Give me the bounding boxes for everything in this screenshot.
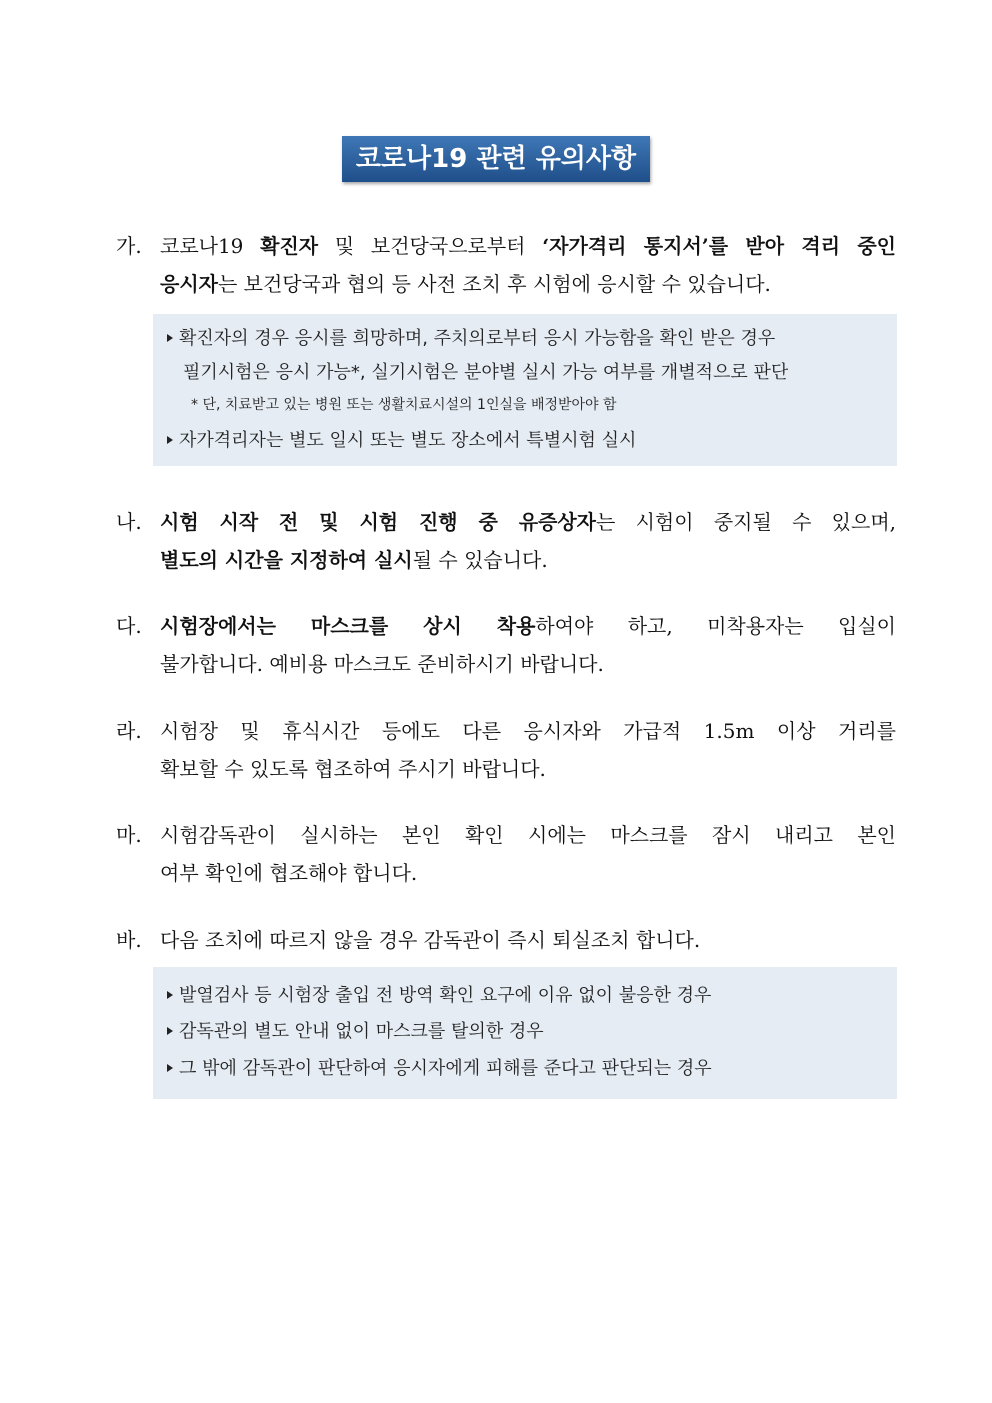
section-marker: 바. [116,928,142,952]
section-da-line-2: 불가합니다. 예비용 마스크도 준비하시기 바랍니다. [160,652,604,676]
box-item-text: 발열검사 등 시험장 출입 전 방역 확인 요구에 이유 없이 불응한 경우 [179,985,712,1006]
triangle-bullet-icon [167,1027,173,1035]
bold-run: 응시자 [160,272,218,296]
text-run: 하여야 하고, 미착용자는 입실이 [535,614,896,638]
section-marker: 마. [116,823,142,847]
section-ba-line-1: 다음 조치에 따르지 않을 경우 감독관이 즉시 퇴실조치 합니다. [160,928,701,952]
section-ra-line-1: 시험장 및 휴식시간 등에도 다른 응시자와 가급적 1.5m 이상 거리를 [160,719,896,743]
box-item-text: 감독관의 별도 안내 없이 마스크를 탈의한 경우 [179,1021,544,1042]
section-na-line-2 [160,541,896,579]
page-title: 코로나19 관련 유의사항 [342,136,650,182]
box-item-text: 자가격리자는 별도 일시 또는 별도 장소에서 특별시험 실시 [179,430,637,451]
section-ma-line-1: 시험감독관이 실시하는 본인 확인 시에는 마스크를 잠시 내리고 본인 [160,823,896,847]
triangle-bullet-icon [167,1064,173,1072]
section-ma [116,816,896,892]
bold-run: ‘자가격리 통지서’를 받아 격리 중인 [542,234,896,258]
section-ba [116,921,896,959]
section-na-line-1 [160,503,896,541]
section-ra [116,712,896,788]
bold-run: 시험장에서는 마스크를 상시 착용 [160,614,536,638]
box-item [167,426,887,452]
section-marker: 가. [116,234,142,258]
box-item-continued: 필기시험은 응시 가능*, 실기시험은 분야별 실시 가능 여부를 개별적으로 판단 [183,362,789,383]
box-item [167,1054,887,1080]
text-run: 코로나19 [160,234,261,258]
section-ga [116,227,896,303]
section-ga-line-1 [160,227,896,265]
triangle-bullet-icon [167,991,173,999]
section-ra-line-2: 확보할 수 있도록 협조하여 주시기 바랍니다. [160,757,546,781]
text-run: 는 시험이 중지될 수 있으며, [596,510,896,534]
section-marker: 라. [116,719,142,743]
section-da [116,607,896,683]
notice-box-1 [153,314,897,466]
bold-run: 확진자 [260,234,319,258]
section-ga-line-2 [160,265,896,303]
box-note: * 단, 치료받고 있는 병원 또는 생활치료시설의 1인실을 배정받아야 함 [191,397,617,413]
text-run: 는 보건당국과 협의 등 사전 조치 후 시험에 응시할 수 있습니다. [217,272,771,296]
notice-box-2 [153,967,897,1099]
section-marker: 다. [116,614,142,638]
bold-run: 별도의 시간을 지정하여 실시 [160,548,413,572]
triangle-bullet-icon [167,436,173,444]
box-item-text: 확진자의 경우 응시를 희망하며, 주치의로부터 응시 가능함을 확인 받은 경우 [179,328,776,349]
bold-run: 시험 시작 전 및 시험 진행 중 유증상자 [160,510,596,534]
box-item [167,324,887,350]
section-na [116,503,896,579]
section-marker: 나. [116,510,142,534]
box-item-text: 그 밖에 감독관이 판단하여 응시자에게 피해를 준다고 판단되는 경우 [179,1058,712,1079]
title-wrap [0,136,992,182]
box-item [167,981,887,1007]
text-run: 및 보건당국으로부터 [318,234,543,258]
box-item [167,1017,887,1043]
text-run: 될 수 있습니다. [412,548,548,572]
triangle-bullet-icon [167,334,173,342]
section-ma-line-2: 여부 확인에 협조해야 합니다. [160,861,418,885]
section-da-line-1 [160,607,896,645]
